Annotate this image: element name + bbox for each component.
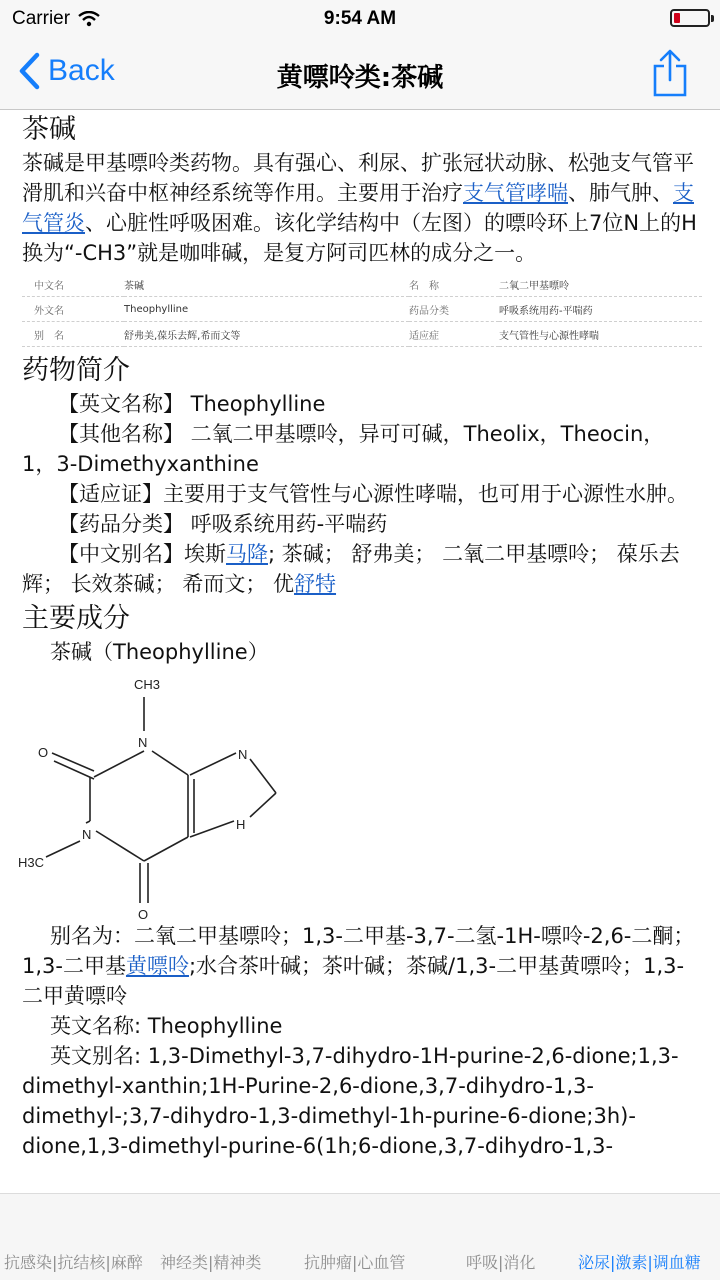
label-h3c: H3C (18, 855, 45, 870)
category-line: 【药品分类】 呼吸系统用药-平喘药 (58, 512, 388, 536)
info-table-row (22, 322, 702, 347)
info-table-value: 呼吸系统用药-平喘药 (499, 297, 702, 322)
battery-icon (670, 9, 710, 27)
section-title-drug-intro: 药物简介 (22, 355, 130, 386)
alias-paragraph (22, 921, 698, 1011)
back-label: Back (48, 54, 115, 87)
share-button[interactable] (652, 48, 688, 102)
label-n7: N (238, 747, 248, 762)
indication-line: 【适应证】主要用于支气管性与心源性哮喘，也可用于心源性水肿。 (58, 482, 688, 506)
intro-text: 茶碱是甲基嘌呤类药物。具有强心、利尿、扩张冠状动脉、松弛支气管平滑肌和兴奋中枢神经系统等作用。主要用于治疗 (22, 151, 694, 205)
info-table-key: 外文名 (22, 297, 124, 322)
label-o2: O (138, 907, 149, 921)
alias-para-text: ;水合茶叶碱；茶叶碱；茶碱/1,3-二甲基黄嘌呤；1,3-二甲黄嘌呤 (22, 954, 685, 1008)
label-n3: N (82, 827, 92, 842)
label-o1: O (38, 745, 49, 760)
article-title: 茶碱 (22, 114, 76, 145)
bottom-tab-bar (0, 1193, 720, 1280)
tab-oncology[interactable]: 抗肿瘤|心血管 (304, 1253, 406, 1272)
clock: 9:54 AM (323, 8, 397, 29)
info-table-row (22, 297, 702, 322)
intro-text: 、心脏性呼吸困难。该化学结构中（左图）的嘌呤环上7位N上的H换为“-CH3”就是咖啡碱，是复方阿司匹林的成分之一。 (22, 211, 697, 265)
tab-urology[interactable]: 泌尿|激素|调血糖 (578, 1253, 701, 1272)
info-table (22, 272, 702, 347)
info-table-row (22, 272, 702, 297)
info-table-key: 药品分类 (409, 297, 499, 322)
intro-link[interactable]: 支气管哮喘 (463, 181, 568, 205)
carrier-label: Carrier (12, 8, 71, 29)
label-nh: H (236, 817, 246, 832)
status-bar (0, 0, 720, 40)
info-table-value: 二氧二甲基嘌呤 (499, 272, 702, 297)
info-table-key: 中文名 (22, 272, 124, 297)
english-name-line: 【英文名称】 Theophylline (58, 392, 326, 416)
tab-respiratory[interactable]: 呼吸|消化 (466, 1253, 536, 1272)
article-scroll-view[interactable] (0, 110, 720, 1193)
alias-para-text: 别名为：二氧二甲基嘌呤；1,3-二甲基-3,7-二氢-1H-嘌呤-2,6-二酮；1,3-二甲基 (22, 924, 695, 978)
alias-link[interactable]: 马降 (226, 542, 268, 566)
en-alias-paragraph: 英文别名: 1,3-Dimethyl-3,7-dihydro-1H-purine-2,6-dione;1,3-dimethyl-xanthin;1H-Purine-2,6-dione,3,7-dihydro-1,3-dimethyl-;3,7-dihydro-1,3-dimethyl-1h-purine-6-dione;3h)-dione,1,3-dimethyl-purine-6(1h;6-dione,3,7-dihydro-1,3- (22, 1044, 679, 1158)
label-ch3-top: CH3 (134, 677, 161, 692)
tab-anti-infection[interactable]: 抗感染|抗结核|麻醉 (4, 1253, 143, 1272)
component-name: 茶碱（Theophylline） (50, 640, 269, 664)
intro-paragraph (22, 148, 698, 268)
chemical-structure-image (18, 671, 308, 921)
tab-neuro[interactable]: 神经类|精神类 (160, 1253, 262, 1272)
info-table-value: 舒弗美,葆乐去辉,希而文等 (124, 322, 409, 347)
info-table-key: 别 名 (22, 322, 124, 347)
alias-link[interactable]: 舒特 (294, 572, 337, 596)
info-table-key: 名 称 (409, 272, 499, 297)
chinese-alias-line (22, 539, 698, 599)
info-table-value: 支气管性与心源性哮喘 (499, 322, 702, 347)
alias-para-link[interactable]: 黄嘌呤 (125, 954, 189, 978)
info-table-value: 茶碱 (124, 272, 409, 297)
alias-text: 【中文别名】埃斯 (58, 542, 226, 566)
en-name-line: 英文名称: Theophylline (50, 1014, 283, 1038)
info-table-key: 适应症 (409, 322, 499, 347)
intro-text: 、肺气肿、 (568, 181, 673, 205)
navigation-bar (0, 40, 720, 110)
intro-link[interactable]: 支气管炎 (22, 181, 694, 235)
section-title-components: 主要成分 (22, 603, 130, 634)
page-title: 黄嘌呤类:茶碱 (276, 63, 444, 93)
alias-text: ; 茶碱； 舒弗美； 二氧二甲基嘌呤； 葆乐去辉； 长效茶碱； 希而文； 优 (22, 542, 680, 596)
other-names-line: 【其他名称】 二氧二甲基嘌呤，异可可碱，Theolix，Theocin，1，3-Dimethyxanthine (22, 422, 665, 476)
info-table-value: Theophylline (124, 297, 409, 322)
label-n1: N (138, 735, 148, 750)
share-icon (652, 48, 688, 98)
